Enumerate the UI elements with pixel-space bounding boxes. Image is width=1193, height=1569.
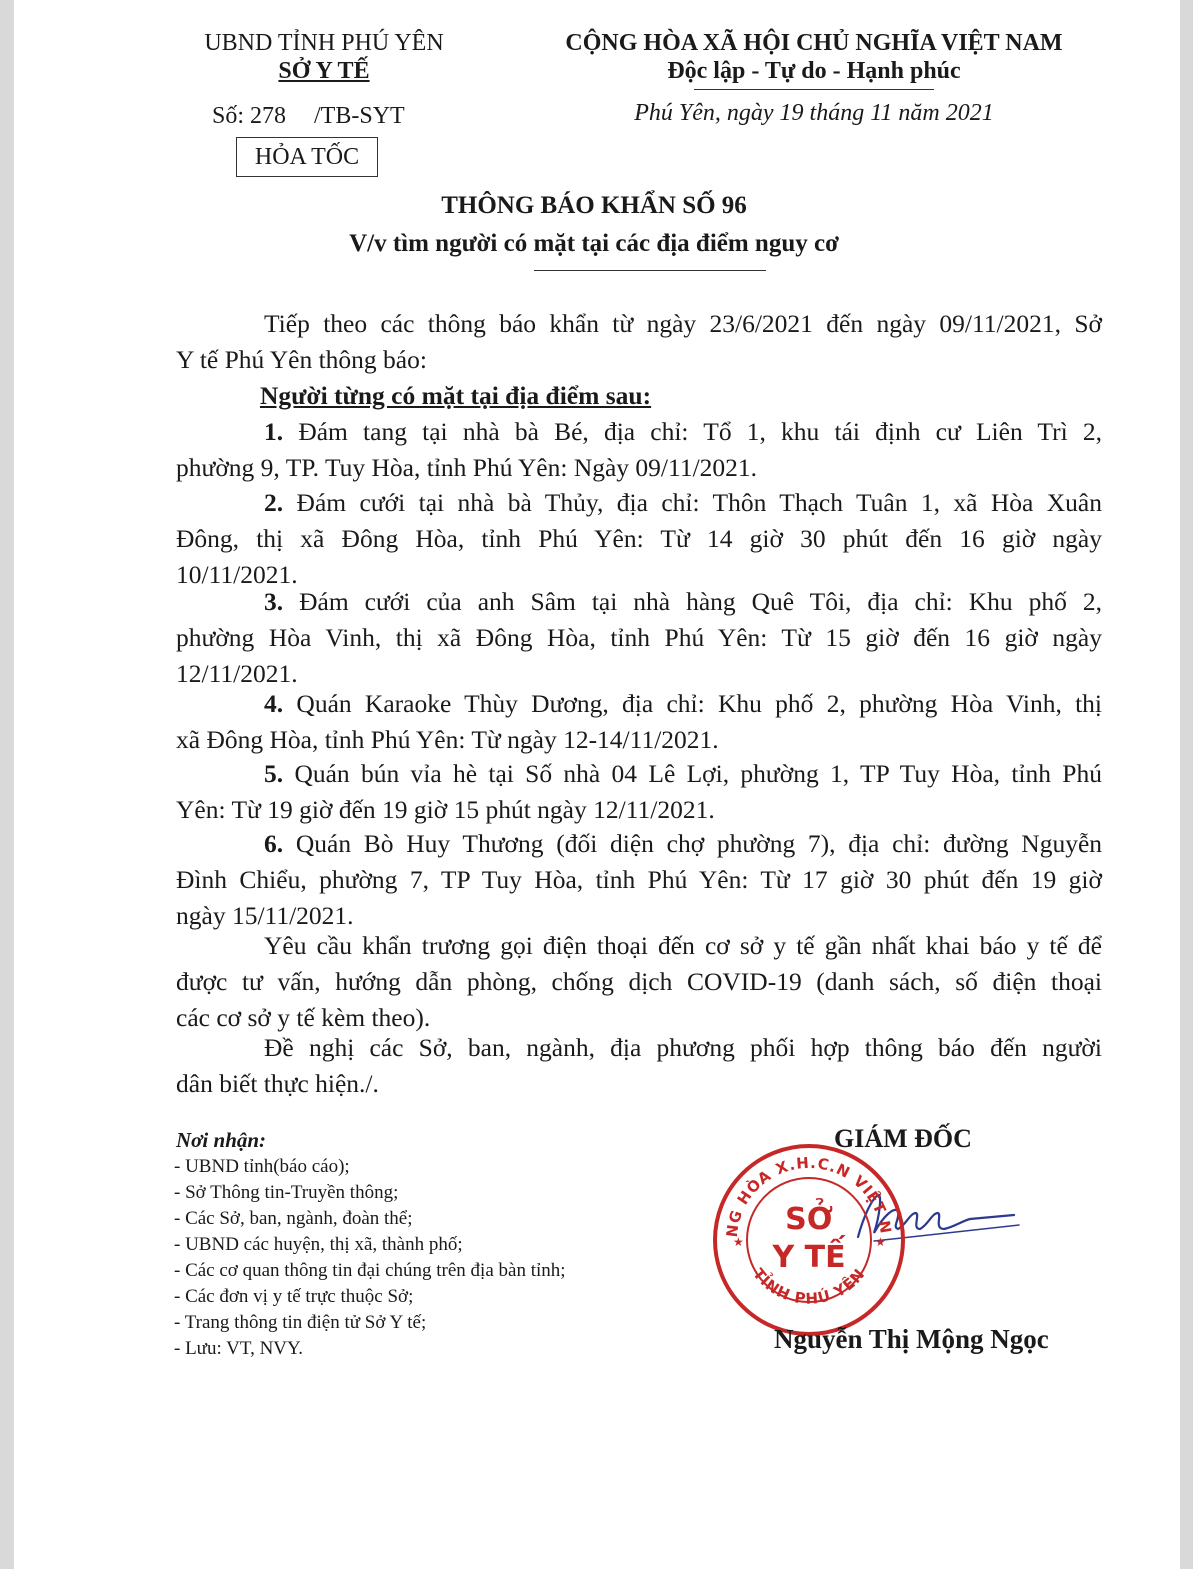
item-text: Đám cưới của anh Sâm tại nhà hàng Quê Tôi, địa chỉ: Khu phố 2, bbox=[299, 587, 1102, 616]
number-suffix: /TB-SYT bbox=[314, 103, 405, 129]
recipient-item: - UBND tỉnh(báo cáo); bbox=[174, 1156, 350, 1177]
department-name: SỞ Y TẾ bbox=[278, 58, 370, 84]
seal-ring-top: NG HÒA X.H.C.N VIỆT N bbox=[722, 1153, 895, 1239]
document-subject: V/v tìm người có mặt tại các địa điểm nguy cơ bbox=[349, 230, 839, 257]
item-text: Quán Karaoke Thùy Dương, địa chỉ: Khu phố 2, phường Hòa Vinh, thị bbox=[296, 689, 1103, 718]
document-page bbox=[14, 0, 1180, 1569]
seal-text-line-2: Y TẾ bbox=[772, 1240, 846, 1275]
list-item bbox=[176, 756, 1102, 828]
item-number: 1. bbox=[264, 417, 284, 446]
proposal-line: dân biết thực hiện./. bbox=[176, 1069, 379, 1098]
list-item bbox=[176, 826, 1102, 934]
recipient-item: - Các cơ quan thông tin đại chúng trên địa bàn tỉnh; bbox=[174, 1260, 566, 1281]
proposal-line: Đề nghị các Sở, ban, ngành, địa phương phối hợp thông báo đến người bbox=[264, 1033, 1102, 1062]
item-text: Đám cưới tại nhà bà Thủy, địa chỉ: Thôn Thạch Tuân 1, xã Hòa Xuân bbox=[296, 488, 1102, 517]
item-number: 2. bbox=[264, 488, 284, 517]
item-text: Đông, thị xã Đông Hòa, tỉnh Phú Yên: Từ 14 giờ 30 phút đến 16 giờ ngày bbox=[176, 524, 1102, 553]
recipient-item: - Trang thông tin điện tử Sở Y tế; bbox=[174, 1312, 427, 1333]
recipient-item: - Sở Thông tin-Truyền thông; bbox=[174, 1182, 399, 1203]
request-line: được tư vấn, hướng dẫn phòng, chống dịch COVID-19 (danh sách, số điện thoại bbox=[176, 967, 1102, 996]
item-text: xã Đông Hòa, tỉnh Phú Yên: Từ ngày 12-14/11/2021. bbox=[176, 725, 719, 754]
item-number: 6. bbox=[264, 829, 284, 858]
motto-underline bbox=[694, 89, 934, 90]
item-text: phường 9, TP. Tuy Hòa, tỉnh Phú Yên: Ngày 09/11/2021. bbox=[176, 453, 758, 482]
title-underline bbox=[534, 270, 766, 271]
item-number: 5. bbox=[264, 759, 284, 788]
official-seal bbox=[709, 1140, 909, 1340]
item-text: phường Hòa Vinh, thị xã Đông Hòa, tỉnh Phú Yên: Từ 15 giờ đến 16 giờ ngày bbox=[176, 623, 1102, 652]
recipient-item: - Lưu: VT, NVY. bbox=[174, 1338, 304, 1359]
recipient-item: - Các đơn vị y tế trực thuộc Sở; bbox=[174, 1286, 414, 1307]
document-title: THÔNG BÁO KHẨN SỐ 96 bbox=[441, 192, 747, 219]
recipients-list bbox=[174, 1154, 566, 1362]
item-number: 3. bbox=[264, 587, 284, 616]
item-text: 12/11/2021. bbox=[176, 659, 298, 688]
request-line: Yêu cầu khẩn trương gọi điện thoại đến cơ sở y tế gần nhất khai báo y tế để bbox=[264, 931, 1102, 960]
request-paragraph bbox=[176, 928, 1102, 1036]
document-number bbox=[212, 103, 405, 130]
place-date: Phú Yên, ngày 19 tháng 11 năm 2021 bbox=[634, 100, 994, 126]
section-heading: Người từng có mặt tại địa điểm sau: bbox=[260, 381, 652, 410]
intro-line-2: Y tế Phú Yên thông báo: bbox=[176, 345, 427, 374]
list-item bbox=[176, 584, 1102, 692]
item-text: ngày 15/11/2021. bbox=[176, 901, 354, 930]
item-text: Quán bún vỉa hè tại Số nhà 04 Lê Lợi, phường 1, TP Tuy Hòa, tỉnh Phú bbox=[294, 759, 1102, 788]
list-item bbox=[176, 414, 1102, 486]
number-label: Số: bbox=[212, 103, 245, 129]
intro-line-1: Tiếp theo các thông báo khẩn từ ngày 23/6/2021 đến ngày 09/11/2021, Sở bbox=[264, 309, 1102, 338]
item-text: Yên: Từ 19 giờ đến 19 giờ 15 phút ngày 12/11/2021. bbox=[176, 795, 715, 824]
signer-name: Nguyễn Thị Mộng Ngọc bbox=[774, 1324, 1049, 1354]
recipient-item: - Các Sở, ban, ngành, đoàn thể; bbox=[174, 1208, 413, 1229]
item-text: 10/11/2021. bbox=[176, 560, 298, 589]
country-name: CỘNG HÒA XÃ HỘI CHỦ NGHĨA VIỆT NAM bbox=[565, 30, 1063, 56]
list-item bbox=[176, 485, 1102, 593]
item-text: Đám tang tại nhà bà Bé, địa chỉ: Tổ 1, khu tái định cư Liên Trì 2, bbox=[298, 417, 1102, 446]
seal-text-line-1: SỞ bbox=[785, 1202, 833, 1237]
request-line: các cơ sở y tế kèm theo). bbox=[176, 1003, 431, 1032]
proposal-paragraph bbox=[176, 1030, 1102, 1102]
item-number: 4. bbox=[264, 689, 284, 718]
list-item bbox=[176, 686, 1102, 758]
recipient-item: - UBND các huyện, thị xã, thành phố; bbox=[174, 1234, 463, 1255]
svg-text:★: ★ bbox=[733, 1235, 744, 1249]
recipients-label: Nơi nhận: bbox=[176, 1128, 267, 1152]
seal-ring-bottom: TỈNH PHÚ YÊN bbox=[749, 1264, 869, 1308]
intro-paragraph bbox=[176, 306, 1102, 378]
number-value: 278 bbox=[250, 103, 287, 129]
signer-position: GIÁM ĐỐC bbox=[834, 1124, 972, 1153]
motto: Độc lập - Tự do - Hạnh phúc bbox=[667, 58, 961, 84]
urgent-box: HỎA TỐC bbox=[236, 137, 378, 177]
item-text: Quán Bò Huy Thương (đối diện chợ phường 7), địa chỉ: đường Nguyễn bbox=[295, 829, 1103, 858]
agency-name: UBND TỈNH PHÚ YÊN bbox=[204, 30, 444, 56]
item-text: Đình Chiểu, phường 7, TP Tuy Hòa, tỉnh Phú Yên: Từ 17 giờ 30 phút đến 19 giờ bbox=[176, 865, 1102, 894]
svg-text:★: ★ bbox=[875, 1235, 886, 1249]
